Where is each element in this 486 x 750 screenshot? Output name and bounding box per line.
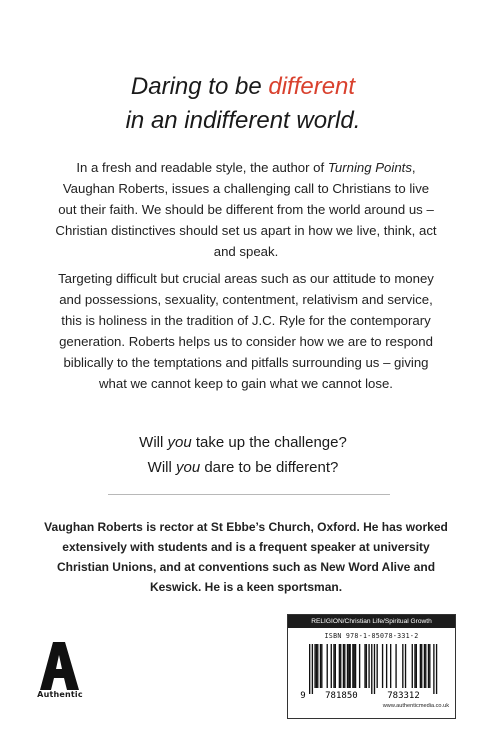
isbn-text: ISBN 978-1-85078-331-2 [324, 632, 419, 640]
blurb-paragraph-1 [54, 157, 438, 262]
barcode-bar [429, 644, 430, 688]
barcode-bar [425, 644, 426, 688]
barcode-bar [385, 644, 386, 688]
publisher-url: www.authenticmedia.co.uk [382, 703, 449, 709]
barcode-bar [321, 644, 322, 688]
author-bio: Vaughan Roberts is rector at St Ebbe’s Church, Oxford. He has worked extensively with students and is a frequent speaker at university Christian Unions, and at conventions such as New Word Alive and Keswick. He is a keen sportsman. [44, 520, 448, 594]
barcode-bar [435, 644, 436, 694]
barcode-bar [352, 644, 353, 688]
barcode-bar [317, 644, 318, 688]
barcode-bar [340, 644, 341, 688]
barcode-bar [344, 644, 345, 688]
barcode-bar [333, 644, 334, 688]
category-label: RELIGION/Christian Life/Spiritual Growth [288, 615, 455, 628]
barcode-panel [287, 614, 456, 719]
barcode-bar [346, 644, 347, 688]
barcode-bar [404, 644, 405, 688]
barcode-bar [342, 644, 343, 688]
barcode-digits-left: 781850 [324, 691, 358, 701]
barcode-bar [314, 644, 315, 688]
blurb-text: In a fresh and readable style, the author of [76, 160, 328, 175]
barcode-bar [381, 644, 382, 688]
barcode-bar [376, 644, 377, 688]
barcode-bar [354, 644, 355, 688]
barcode-bar [319, 644, 320, 688]
barcode-bar [427, 644, 428, 688]
questions-block [0, 430, 486, 480]
barcode-bar [419, 644, 420, 688]
barcode-bar [371, 644, 372, 694]
barcode-digit-first: 9 [299, 691, 306, 701]
barcode-bar [338, 644, 339, 688]
barcode-bar [348, 644, 349, 688]
barcode-bar [326, 644, 327, 688]
barcode-bar [330, 644, 331, 688]
barcode-bar [315, 644, 316, 688]
book-title-reference: Turning Points [327, 160, 412, 175]
barcode-bar [395, 644, 396, 688]
barcode-bar [373, 644, 374, 694]
barcode-bar [353, 644, 354, 688]
question-line: Will you take up the challenge? [139, 434, 347, 451]
question-emphasis: you [175, 459, 201, 476]
barcode-bar [334, 644, 335, 688]
tagline-text: Daring to be [130, 73, 269, 100]
barcode-digits-right: 783312 [386, 691, 420, 701]
tagline-line-1 [0, 70, 486, 104]
tagline [0, 70, 486, 138]
barcode-bar [311, 644, 312, 694]
tagline-line-2: in an indifferent world. [125, 107, 361, 134]
publisher-name: Authentic [37, 690, 83, 699]
barcode-bar [421, 644, 422, 688]
question-line: Will you dare to be different? [147, 459, 339, 476]
divider-line [108, 494, 390, 495]
barcode-bar [402, 644, 403, 688]
blurb-text: , Vaughan Roberts, issues a challenging call to Christians to live out their faith. We should be different from the world around us – Christian distinctives should set us apart in how we live, think, act and speak. [55, 160, 437, 259]
barcode-bar [364, 644, 365, 688]
barcode-bar [368, 644, 369, 688]
tagline-accent-word: different [268, 73, 356, 100]
barcode-bar [415, 644, 416, 688]
barcode [297, 642, 447, 702]
barcode-bar [365, 644, 366, 688]
barcode-bar [423, 644, 424, 688]
barcode-bar [349, 644, 350, 688]
barcode-bar [411, 644, 412, 688]
question-emphasis: you [167, 434, 192, 451]
barcode-bar [309, 644, 310, 694]
barcode-bar [390, 644, 391, 688]
barcode-bar [358, 644, 359, 688]
barcode-bar [414, 644, 415, 688]
blurb-paragraph-2: Targeting difficult but crucial areas such as our attitude to money and possessions, sexuality, contentment, relativism and service, this is holiness in the tradition of J.C. Ryle for the contemporary generation. Roberts helps us to consider how we are to respond biblically to the temptations and pitfalls surrounding us – giving what we cannot keep to gain what we cannot lose. [58, 271, 434, 391]
barcode-bar [433, 644, 434, 694]
